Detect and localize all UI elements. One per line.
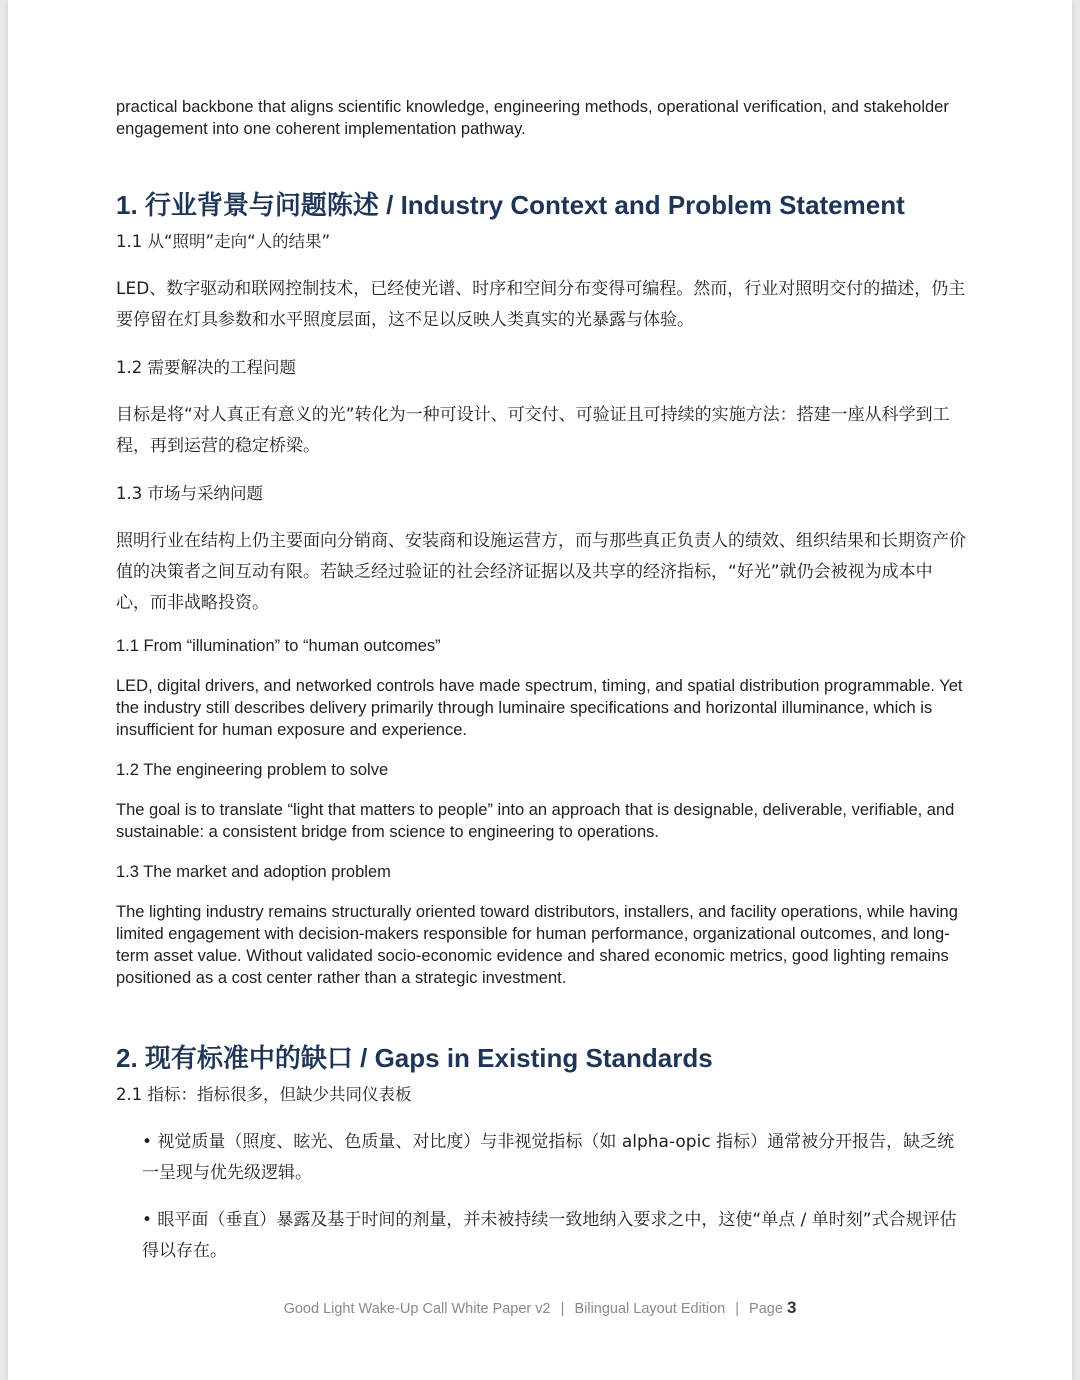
section2-s1-title: 2.1 指标：指标很多，但缺少共同仪表板 — [116, 1085, 412, 1104]
section1-zh-s3-title: 1.3 市场与采纳问题 — [116, 484, 263, 503]
footer-doc-title: Good Light Wake-Up Call White Paper v2 — [283, 1301, 551, 1317]
page-content — [116, 96, 966, 1267]
section1-en-s2-title: 1.2 The engineering problem to solve — [116, 761, 389, 779]
footer-page-label: Page — [749, 1301, 783, 1317]
section1-zh-s1-title: 1.1 从“照明”走向“人的结果” — [116, 232, 331, 251]
section2-bullet-1: • 视觉质量（照度、眩光、色质量、对比度）与非视觉指标（如 alpha-opic 指标）通常被分开报告，缺乏统一呈现与优先级逻辑。 — [142, 1132, 955, 1183]
section1-zh-s2-body: 目标是将“对人真正有意义的光”转化为一种可设计、可交付、可验证且可持续的实施方法：搭建一座从科学到工程，再到运营的稳定桥梁。 — [116, 405, 950, 456]
section2-bullet-2: • 眼平面（垂直）暴露及基于时间的剂量，并未被持续一致地纳入要求之中，这使“单点 / 单时刻”式合规评估得以存在。 — [142, 1210, 957, 1261]
section1-en-s2-body: The goal is to translate “light that matters to people” into an approach that is designable, deliverable, verifiable, and sustainable: a consistent bridge from science to engineering to operations. — [116, 801, 955, 841]
section1-en-s1-title: 1.1 From “illumination” to “human outcomes” — [116, 637, 441, 655]
section2-heading: 2. 现有标准中的缺口 / Gaps in Existing Standards — [116, 1043, 713, 1073]
footer-edition: Bilingual Layout Edition — [574, 1301, 726, 1317]
footer-separator-1: | — [560, 1301, 565, 1317]
page-footer — [8, 1298, 1072, 1318]
section1-en-s3-title: 1.3 The market and adoption problem — [116, 863, 391, 881]
section1-zh-s3-body: 照明行业在结构上仍主要面向分销商、安装商和设施运营方，而与那些真正负责人的绩效、组织结果和长期资产价值的决策者之间互动有限。若缺乏经过验证的社会经济证据以及共享的经济指标，“好光”就仍会被视为成本中心，而非战略投资。 — [116, 531, 966, 613]
footer-page-number: 3 — [786, 1298, 797, 1317]
footer-separator-2: | — [735, 1301, 740, 1317]
section1-en-s3-body: The lighting industry remains structurally oriented toward distributors, installers, and facility operations, while having limited engagement with decision-makers responsible for human performance, organizational outcomes, and long-term asset value. Without validated socio-economic evidence and shared economic metrics, good lighting remains positioned as a cost center rather than a strategic investment. — [116, 903, 958, 987]
document-page — [8, 0, 1072, 1380]
section1-zh-s2-title: 1.2 需要解决的工程问题 — [116, 358, 296, 377]
section1-zh-s1-body: LED、数字驱动和联网控制技术，已经使光谱、时序和空间分布变得可编程。然而，行业对照明交付的描述，仍主要停留在灯具参数和水平照度层面，这不足以反映人类真实的光暴露与体验。 — [116, 279, 966, 330]
intro-continuation: practical backbone that aligns scientific knowledge, engineering methods, operational verification, and stakeholder engagement into one coherent implementation pathway. — [116, 98, 949, 138]
section1-en-s1-body: LED, digital drivers, and networked controls have made spectrum, timing, and spatial distribution programmable. Yet the industry still describes delivery primarily through luminaire specifications and horizontal illuminance, which is insufficient for human exposure and experience. — [116, 677, 963, 739]
section1-heading: 1. 行业背景与问题陈述 / Industry Context and Problem Statement — [116, 190, 905, 220]
